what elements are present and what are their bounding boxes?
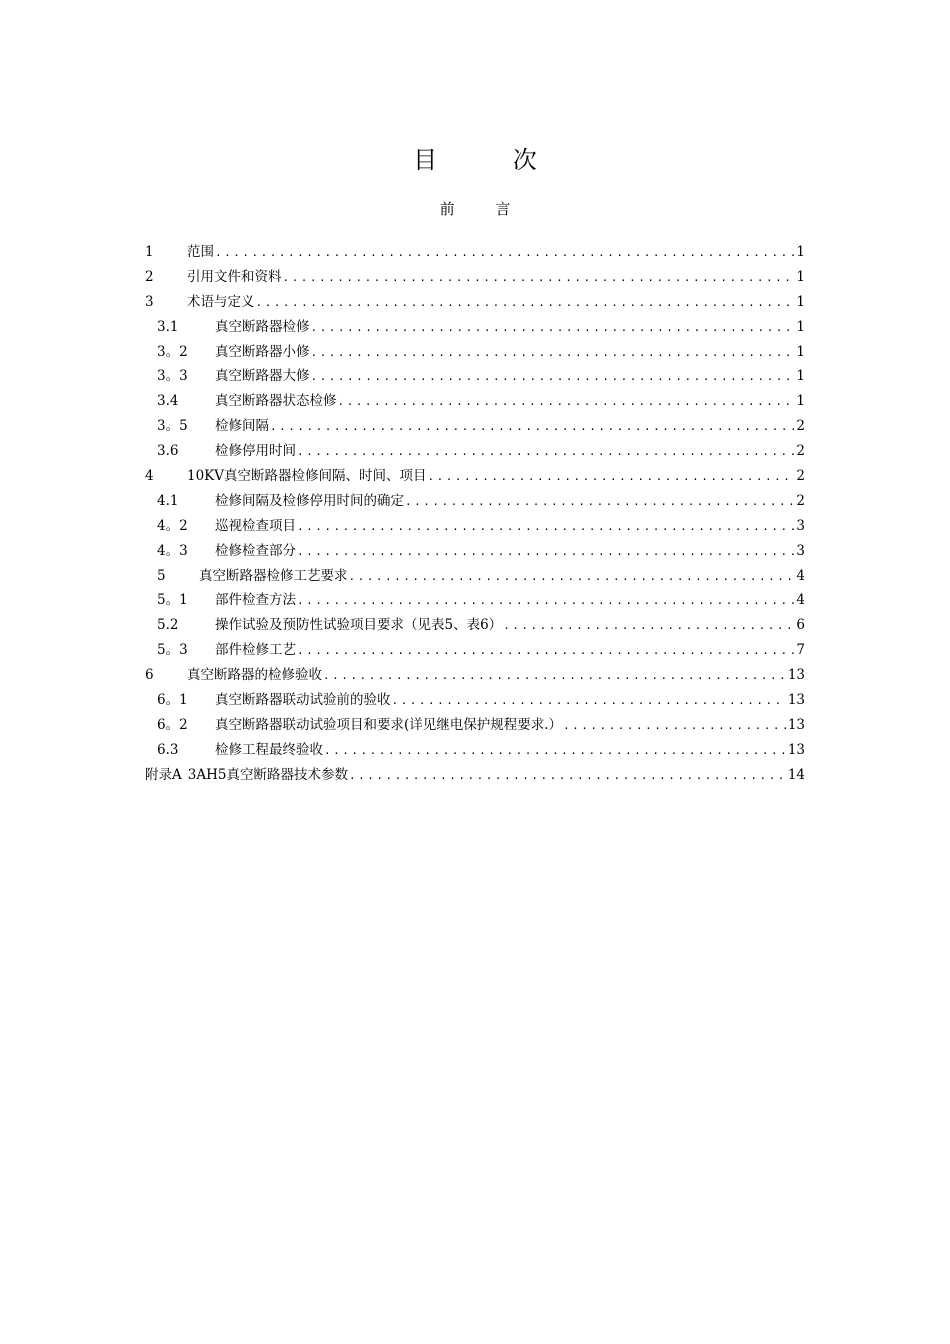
toc-entry-number: 5: [157, 567, 166, 584]
toc-entry-page: 1: [796, 268, 805, 285]
toc-entry-page: 1: [796, 343, 805, 360]
toc-entry-number: 3.6: [157, 443, 179, 460]
toc-leader-dots: [297, 589, 794, 614]
toc-entry-number: 5。1: [157, 592, 188, 609]
toc-entry-number: 3。3: [157, 368, 188, 385]
toc-entry[interactable]: [145, 315, 805, 340]
toc-leader-dots: [215, 241, 794, 266]
toc-leader-dots: [297, 515, 794, 540]
toc-entry-number: 6。2: [157, 716, 188, 733]
toc-entry-page: 4: [796, 592, 805, 609]
toc-leader-dots: [283, 266, 795, 291]
toc-entry[interactable]: [145, 588, 805, 613]
toc-entry-page: 7: [796, 642, 805, 659]
toc-entry-number: 2: [145, 268, 154, 285]
toc-leader-dots: [428, 465, 795, 490]
toc-leader-dots: [349, 565, 795, 590]
toc-entry-title: 范围: [187, 244, 214, 260]
table-of-contents: [145, 240, 805, 788]
toc-entry-title: 检修工程最终验收: [215, 741, 323, 758]
toc-entry[interactable]: [145, 389, 805, 414]
toc-entry-page: 13: [787, 741, 805, 758]
toc-entry[interactable]: [145, 290, 805, 315]
toc-entry[interactable]: [145, 539, 805, 564]
toc-entry-title: 真空断路器的检修验收: [187, 667, 322, 684]
toc-entry[interactable]: [145, 763, 805, 788]
toc-entry[interactable]: [145, 564, 805, 589]
toc-entry-title: 真空断路器联动试验前的验收: [215, 692, 391, 709]
toc-entry-number: 6.3: [157, 741, 179, 758]
toc-entry-number: 1: [145, 244, 154, 260]
toc-leader-dots: [392, 689, 786, 714]
toc-entry-title: 检修间隔: [215, 418, 269, 435]
toc-entry-number: 3.4: [157, 393, 179, 410]
toc-entry-page: 13: [787, 716, 805, 733]
toc-entry-number: 3。2: [157, 343, 188, 360]
toc-entry[interactable]: [145, 414, 805, 439]
toc-entry-page: 3: [796, 542, 805, 559]
toc-entry-number: 5。3: [157, 642, 188, 659]
preface-heading[interactable]: 前 言: [439, 200, 529, 218]
toc-entry-page: 4: [796, 567, 805, 584]
toc-entry-page: 1: [796, 244, 805, 260]
toc-entry-page: 2: [796, 443, 805, 460]
toc-leader-dots: [405, 490, 794, 515]
toc-leader-dots: [563, 714, 786, 739]
toc-entry[interactable]: [145, 613, 805, 638]
toc-entry-title: 真空断路器检修工艺要求: [199, 567, 348, 584]
toc-leader-dots: [323, 664, 786, 689]
toc-entry-page: 14: [787, 766, 805, 783]
toc-entry-title: 检修间隔及检修停用时间的确定: [215, 492, 404, 509]
toc-entry-number: 5.2: [157, 617, 179, 634]
toc-entry-page: 13: [787, 692, 805, 709]
toc-entry-title: 真空断路器状态检修: [215, 393, 337, 410]
toc-entry-title: 巡视检查项目: [215, 517, 296, 534]
toc-leader-dots: [256, 291, 795, 316]
toc-entry-title: 检修检查部分: [215, 542, 296, 559]
toc-leader-dots: [270, 415, 794, 440]
toc-entry[interactable]: [145, 738, 805, 763]
toc-entry-number: 3。5: [157, 418, 188, 435]
toc-entry-title: 引用文件和资料: [187, 268, 282, 285]
toc-leader-dots: [311, 316, 795, 341]
toc-entry-number: 附录A: [145, 766, 182, 783]
toc-entry-page: 13: [787, 667, 805, 684]
toc-leader-dots: [297, 639, 794, 664]
toc-entry-page: 1: [796, 393, 805, 410]
toc-entry-title: 真空断路器大修: [215, 368, 310, 385]
toc-entry[interactable]: [145, 638, 805, 663]
toc-entry-number: 6。1: [157, 692, 188, 709]
toc-leader-dots: [349, 764, 786, 789]
toc-entry[interactable]: [145, 713, 805, 738]
toc-entry-page: 2: [796, 468, 805, 485]
toc-entry-title: 3AH5真空断路器技术参数: [187, 766, 348, 783]
toc-entry-page: 1: [796, 318, 805, 335]
page-title: 目 次: [413, 146, 571, 174]
toc-entry[interactable]: [145, 464, 805, 489]
toc-entry[interactable]: [145, 340, 805, 365]
toc-entry-number: 4.1: [157, 492, 179, 509]
toc-entry-title: 检修停用时间: [215, 443, 296, 460]
toc-entry-title: 部件检修工艺: [215, 642, 296, 659]
toc-leader-dots: [311, 365, 795, 390]
toc-entry-title: 部件检查方法: [215, 592, 296, 609]
toc-entry-title: 10KV真空断路器检修间隔、时间、项目: [187, 468, 427, 485]
toc-entry[interactable]: [145, 514, 805, 539]
toc-entry-number: 3: [145, 293, 154, 310]
toc-entry-title: 真空断路器联动试验项目和要求(详见继电保护规程要求.）: [215, 716, 563, 733]
toc-entry[interactable]: [145, 240, 805, 265]
toc-leader-dots: [503, 614, 794, 639]
toc-leader-dots: [297, 440, 794, 465]
toc-leader-dots: [311, 341, 795, 366]
toc-leader-dots: [324, 739, 786, 764]
toc-entry[interactable]: [145, 663, 805, 688]
toc-entry-title: 真空断路器检修: [215, 318, 310, 335]
toc-entry-title: 术语与定义: [187, 293, 255, 310]
toc-entry[interactable]: [145, 265, 805, 290]
toc-entry-number: 4。3: [157, 542, 188, 559]
toc-entry-page: 3: [796, 517, 805, 534]
toc-entry-page: 2: [796, 418, 805, 435]
toc-entry-page: 1: [796, 293, 805, 310]
toc-entry-page: 6: [796, 617, 805, 634]
toc-entry[interactable]: [145, 489, 805, 514]
toc-leader-dots: [338, 390, 795, 415]
toc-entry-title: 真空断路器小修: [215, 343, 310, 360]
toc-entry-number: 3.1: [157, 318, 179, 335]
toc-leader-dots: [297, 540, 794, 565]
toc-entry[interactable]: [145, 688, 805, 713]
toc-entry-number: 6: [145, 667, 154, 684]
toc-entry-page: 2: [796, 492, 805, 509]
toc-entry[interactable]: [145, 439, 805, 464]
toc-entry-number: 4。2: [157, 517, 188, 534]
toc-entry-number: 4: [145, 468, 154, 485]
toc-entry-page: 1: [796, 368, 805, 385]
toc-entry-title: 操作试验及预防性试验项目要求（见表5、表6）: [215, 617, 503, 634]
toc-entry[interactable]: [145, 364, 805, 389]
